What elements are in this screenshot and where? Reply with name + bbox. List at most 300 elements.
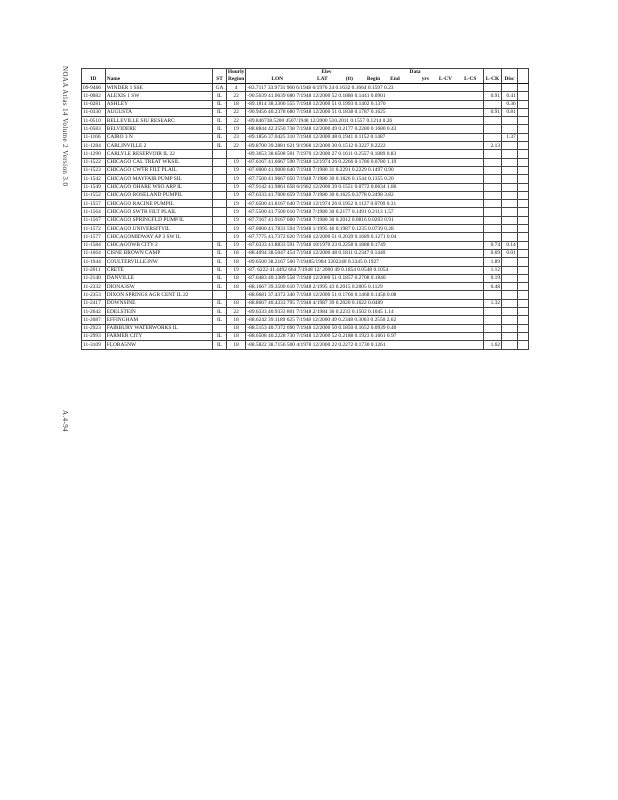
header-lat: LAT <box>317 76 328 83</box>
cell-lck <box>483 125 501 133</box>
cell-name: CHICAGO CWTR FILT PLAIL <box>105 166 212 174</box>
cell-lck: 1.12 <box>483 266 501 274</box>
cell-st <box>213 158 227 166</box>
cell-lck: 1.89 <box>483 258 501 266</box>
cell-region: 19 <box>226 175 245 183</box>
table-row <box>82 225 529 233</box>
header-hourly: Hourly <box>227 69 245 76</box>
cell-data: -87.6483 40.1389 558 7/1948 12/2000 51 0.1857 0.2708 0.1846 <box>246 274 483 282</box>
cell-id: 11-1166 <box>82 133 106 141</box>
cell-id: 11-2353 <box>82 291 106 299</box>
cell-lck <box>483 117 501 125</box>
cell-empty <box>517 125 528 133</box>
cell-name: CISNE BROWN CAMP <box>105 249 212 257</box>
cell-lck: 0.91 <box>483 92 501 100</box>
table-row <box>82 175 529 183</box>
cell-disc <box>502 208 518 216</box>
cell-empty <box>517 92 528 100</box>
cell-name: CHICAGO OHARE WSO ARP IL <box>105 183 212 191</box>
cell-disc <box>502 324 518 332</box>
cell-data: -87.7167 41.9167 600 7/1948 7/1980 30 0.2012 0.0816 0.0203 0.91 <box>246 216 483 224</box>
cell-region: 22 <box>226 142 245 150</box>
cell-lck: 0.19 <box>483 274 501 282</box>
table-row <box>82 241 529 249</box>
cell-id: 11-1944 <box>82 258 106 266</box>
cell-disc <box>502 283 518 291</box>
cell-data: -88.6681 37.4372 340 7/1948 12/2000 51 0.1766 0.1468 0.1458 0.08 <box>246 291 483 299</box>
cell-name: BELVIDERE <box>105 125 212 133</box>
cell-region: 19 <box>226 208 245 216</box>
table-row <box>82 283 529 291</box>
cell-st: IL <box>213 108 227 116</box>
cell-st <box>213 175 227 183</box>
cell-region: 18 <box>226 274 245 282</box>
cell-empty <box>517 208 528 216</box>
cell-empty <box>517 233 528 241</box>
cell-disc <box>502 84 518 92</box>
cell-empty <box>517 308 528 316</box>
cell-data: -87.6167 41.6667 590 7/1948 12/1974 26 0.2266 0.1786 0.0780 1.19 <box>246 158 483 166</box>
cell-empty <box>517 216 528 224</box>
cell-lck <box>483 191 501 199</box>
cell-id: 11-1522 <box>82 158 106 166</box>
cell-st <box>213 291 227 299</box>
cell-id: 11-1577 <box>82 233 106 241</box>
cell-data: -88.6242 39.1189 625 7/1948 12/2000 49 0.2348 0.3063 0.2550 2.62 <box>246 316 483 324</box>
cell-disc <box>502 274 518 282</box>
cell-st: IL <box>213 117 227 125</box>
cell-region: 22 <box>226 92 245 100</box>
cell-st <box>213 216 227 224</box>
cell-st <box>213 324 227 332</box>
cell-data: -88.5822 38.7156 500 4/1978 12/2000 22 0.2272 0.1730 0.1261 <box>246 341 483 349</box>
cell-region: 19 <box>226 166 245 174</box>
header-region: Region <box>228 76 245 83</box>
cell-region: 23 <box>226 133 245 141</box>
cell-st: IL <box>213 258 227 266</box>
cell-data: -87.7775 41.7372 620 7/1948 12/2000 51 0.2039 0.1689 0.1271 0.04 <box>246 233 483 241</box>
cell-st: IL <box>213 125 227 133</box>
cell-name: EFFINGHAM <box>105 316 212 324</box>
cell-data: -87.6000 41.7833 594 7/1948 1/1995 46 0.1987 0.1235 0.0739 0.28 <box>246 225 483 233</box>
cell-id: 11-1557 <box>82 200 106 208</box>
cell-lck <box>483 291 501 299</box>
cell-data: -89.3653 38.6508 501 7/1970 12/2000 27 0.1611 0.2557 0.1889 0.83 <box>246 150 483 158</box>
header-data-group <box>246 69 483 77</box>
cell-region: 19 <box>226 191 245 199</box>
cell-empty <box>517 200 528 208</box>
header-lcv: L-CV <box>438 76 453 83</box>
cell-name: CARLYLE RESERVOIR IL 22 <box>105 150 212 158</box>
header-disc: Disc <box>502 76 518 84</box>
cell-lck <box>483 216 501 224</box>
cell-st <box>213 208 227 216</box>
cell-lck: 0.91 <box>483 108 501 116</box>
table-row <box>82 100 529 108</box>
cell-disc <box>502 266 518 274</box>
cell-disc <box>502 142 518 150</box>
cell-disc: 1.37 <box>502 133 518 141</box>
cell-st: IL <box>213 308 227 316</box>
cell-region: 22 <box>226 108 245 116</box>
header-name: Name <box>105 76 212 84</box>
cell-st: IL <box>213 100 227 108</box>
cell-name: DIONA3SW <box>105 283 212 291</box>
cell-region: 19 <box>226 125 245 133</box>
cell-id: 11-1572 <box>82 225 106 233</box>
table-row <box>82 249 529 257</box>
table-body <box>82 84 529 350</box>
cell-data: -87.6500 41.8167 640 7/1948 12/1974 26 0.1952 0.1127 0.0709 0.31 <box>246 200 483 208</box>
cell-st: IL <box>213 299 227 307</box>
cell-empty <box>517 183 528 191</box>
cell-lck <box>483 233 501 241</box>
cell-disc <box>502 316 518 324</box>
cell-name: CHICAGO SPRINGFLD PUMP IL <box>105 216 212 224</box>
table-row <box>82 84 529 92</box>
cell-st: IL <box>213 316 227 324</box>
cell-disc <box>502 158 518 166</box>
cell-id: 11-3109 <box>82 341 106 349</box>
table-row <box>82 108 529 116</box>
cell-name: COULTERVILLE3NW <box>105 258 212 266</box>
cell-region: 19 <box>226 241 245 249</box>
header-begin: Begin <box>366 76 381 83</box>
cell-id: 11-0583 <box>82 125 106 133</box>
table-row <box>82 183 529 191</box>
cell-lck: 0.69 <box>483 249 501 257</box>
cell-empty <box>517 283 528 291</box>
table-row <box>82 299 529 307</box>
table-row <box>82 158 529 166</box>
cell-region <box>226 150 245 158</box>
cell-region: 19 <box>226 266 245 274</box>
cell-disc <box>502 183 518 191</box>
cell-data: -87.6333 41.7000 659 7/1948 7/1980 30 0.1625 0.3778 0.2498 3.82 <box>246 191 483 199</box>
cell-disc <box>502 233 518 241</box>
table-row <box>82 258 529 266</box>
cell-name: ALEXIS 1 SW <box>105 92 212 100</box>
header-data-columns <box>246 76 483 84</box>
cell-empty <box>517 291 528 299</box>
cell-region: 18 <box>226 324 245 332</box>
cell-data: -87. 6222 41.4492 664 7/1948 12/ 2000 49 0.1854 0.0548 0.1054 <box>246 266 483 274</box>
cell-id: 11-2923 <box>82 324 106 332</box>
cell-empty <box>517 316 528 324</box>
cell-region: 19 <box>226 200 245 208</box>
cell-st <box>213 191 227 199</box>
cell-name: CHICAGO MAYFAIR PUMP SIL <box>105 175 212 183</box>
cell-disc: 0.14 <box>502 241 518 249</box>
header-lck: L-CK <box>483 76 501 84</box>
cell-disc <box>502 308 518 316</box>
cell-data: -89.6500 38.2167 500 7/19485/1984 3202240 0.3345 0.1927 <box>246 258 483 266</box>
header-elev: Elev <box>321 69 332 76</box>
cell-name: DANVILLE <box>105 274 212 282</box>
cell-name: FARMER CITY <box>105 332 212 340</box>
cell-lck: 1.32 <box>483 299 501 307</box>
cell-id: 11-0281 <box>82 100 106 108</box>
cell-st <box>213 183 227 191</box>
cell-data: -88.5153 40.7372 690 7/1948 12/2000 50 0.1850 0.1652 0.0939 0.40 <box>246 324 483 332</box>
cell-empty <box>517 117 528 125</box>
cell-region: 18 <box>226 316 245 324</box>
table-row <box>82 125 529 133</box>
cell-name: CHICAGO ROSELAND PUMPIL <box>105 191 212 199</box>
cell-empty <box>517 341 528 349</box>
cell-id: 11-1584 <box>82 241 106 249</box>
cell-region: 22 <box>226 117 245 125</box>
cell-id: 11-1542 <box>82 175 106 183</box>
cell-lck <box>483 332 501 340</box>
cell-name: CHICAGO RACINE PUMPIL <box>105 200 212 208</box>
cell-id: 11-0510 <box>82 117 106 125</box>
cell-empty <box>517 175 528 183</box>
cell-lck <box>483 200 501 208</box>
table-row <box>82 291 529 299</box>
cell-name: FAIRBURY WATERWORKS IL <box>105 324 212 332</box>
cell-empty <box>517 258 528 266</box>
table-row <box>82 166 529 174</box>
cell-name: CHICAGO CAL TREAT WKSIL <box>105 158 212 166</box>
cell-id: 11-1290 <box>82 150 106 158</box>
cell-data: -88.1667 39.3500 610 7/1948 2/1995 43 0.2015 0.2005 0.1129 <box>246 283 483 291</box>
cell-lck: 0.74 <box>483 241 501 249</box>
cell-lck <box>483 100 501 108</box>
cell-name: FLORA5NW <box>105 341 212 349</box>
cell-name: CARLINVILLE 2 <box>105 142 212 150</box>
cell-data: -88.8844 42.2550 738 7/1948 12/2000 49 0.2177 0.2280 0.1680 0.43 <box>246 125 483 133</box>
cell-id: 11-0330 <box>82 108 106 116</box>
cell-disc: 0.36 <box>502 100 518 108</box>
cell-data: -87.6000 41.9000 640 7/1948 7/1980 31 0.2291 0.2229 0.1497 0.90 <box>246 166 483 174</box>
cell-disc <box>502 225 518 233</box>
station-statistics-table <box>81 68 529 350</box>
cell-id: 11-1664 <box>82 249 106 257</box>
cell-st <box>213 225 227 233</box>
cell-lck <box>483 84 501 92</box>
cell-disc <box>502 125 518 133</box>
cell-region: 18 <box>226 258 245 266</box>
cell-id: 11-1552 <box>82 191 106 199</box>
cell-st <box>213 200 227 208</box>
cell-st <box>213 150 227 158</box>
cell-region: 4 <box>226 84 245 92</box>
cell-lck <box>483 225 501 233</box>
header-lcs: L-CS <box>464 76 477 83</box>
table-row <box>82 117 529 125</box>
cell-st: IL <box>213 332 227 340</box>
cell-id: 11-2011 <box>82 266 106 274</box>
table-row <box>82 200 529 208</box>
cell-id: 11-1284 <box>82 142 106 150</box>
cell-lck <box>483 324 501 332</box>
cell-name: AUGUSTA <box>105 108 212 116</box>
cell-disc <box>502 200 518 208</box>
cell-id: 11-2687 <box>82 316 106 324</box>
side-header: NOAA Atlas 14 Volume 2 Version 3.0 <box>61 66 69 187</box>
cell-disc <box>502 291 518 299</box>
table-row <box>82 266 529 274</box>
table-row <box>82 316 529 324</box>
page-number: A.4-94 <box>61 410 69 433</box>
cell-lck: 2.13 <box>483 142 501 150</box>
cell-name: CHICAGOMIDWAY AP 3 SW IL <box>105 233 212 241</box>
cell-region: 19 <box>226 183 245 191</box>
cell-data: -88.8667 40.4333 795 7/1948 4/1987 39 0.2020 0.1622 0.0489 <box>246 299 483 307</box>
cell-data: -89.846738.5200 4507/1948 12/2000 510.2011 0.1557 0.1214 0.26 <box>246 117 483 125</box>
cell-id: 09-9466 <box>82 84 106 92</box>
table-row <box>82 324 529 332</box>
cell-id: 11-1523 <box>82 166 106 174</box>
header-id: ID <box>82 76 106 84</box>
cell-name: CHICAGOWB CITY 2 <box>105 241 212 249</box>
cell-data: -88.6508 40.2228 730 7/1948 12/2000 52 0.2188 0.1923 0.1661 0.97 <box>246 332 483 340</box>
cell-empty <box>517 84 528 92</box>
cell-name: CHICAGO UNIVERSITYIL <box>105 225 212 233</box>
cell-region: 19 <box>226 216 245 224</box>
cell-data: -89.1856 37.0425 310 7/1948 12/2000 48 0.1941 0.1152 0.1487 <box>246 133 483 141</box>
cell-region: 18 <box>226 299 245 307</box>
cell-disc <box>502 117 518 125</box>
cell-disc <box>502 175 518 183</box>
cell-empty <box>517 100 528 108</box>
header-data: Data <box>409 69 421 76</box>
cell-lck <box>483 150 501 158</box>
cell-name: ASHLEY <box>105 100 212 108</box>
cell-st <box>213 166 227 174</box>
table-header <box>82 69 529 84</box>
header-lon: LON <box>271 76 284 83</box>
cell-name: CAIRO 3 N <box>105 133 212 141</box>
cell-lck <box>483 316 501 324</box>
cell-lck <box>483 183 501 191</box>
cell-empty <box>517 150 528 158</box>
cell-name: CRETE <box>105 266 212 274</box>
cell-empty <box>517 249 528 257</box>
cell-st: IL <box>213 249 227 257</box>
table-row <box>82 216 529 224</box>
cell-data: -87.9142 41.9861 658 6/1962 12/2000 39 0.1551 0.0772 0.0634 1.86 <box>246 183 483 191</box>
table-row <box>82 150 529 158</box>
cell-disc <box>502 191 518 199</box>
cell-disc <box>502 150 518 158</box>
cell-region: 19 <box>226 225 245 233</box>
header-row-2 <box>82 76 529 84</box>
cell-name: WINDER 1 SSE <box>105 84 212 92</box>
cell-empty <box>517 266 528 274</box>
cell-empty <box>517 133 528 141</box>
cell-st: IL <box>213 133 227 141</box>
cell-region: 19 <box>226 233 245 241</box>
cell-st <box>213 233 227 241</box>
cell-id: 11-2417 <box>82 299 106 307</box>
table-row <box>82 332 529 340</box>
cell-disc <box>502 258 518 266</box>
table-row <box>82 274 529 282</box>
cell-st: IL <box>213 283 227 291</box>
cell-id: 11-2140 <box>82 274 106 282</box>
cell-disc <box>502 341 518 349</box>
cell-region: 18 <box>226 341 245 349</box>
cell-data: -89.6333 40.9333 801 7/1948 2/1984 36 0.2233 0.1502 0.1045 1.14 <box>246 308 483 316</box>
cell-empty <box>517 332 528 340</box>
cell-region: 18 <box>226 100 245 108</box>
cell-name: EDELSTEIN <box>105 308 212 316</box>
cell-st: IL <box>213 274 227 282</box>
cell-data: -87.5500 41.7500 610 7/1948 7/1980 30 0.2177 0.1491 0.2113 1.57 <box>246 208 483 216</box>
cell-data: -83.7117 33.9731 960 6/1948 6/1976 24 0.1632 0.1664 0.1597 0.23 <box>246 84 483 92</box>
cell-empty <box>517 191 528 199</box>
cell-region: 18 <box>226 283 245 291</box>
cell-disc <box>502 299 518 307</box>
table-row <box>82 191 529 199</box>
cell-id: 11-1564 <box>82 208 106 216</box>
header-end: End <box>390 76 400 83</box>
cell-disc <box>502 166 518 174</box>
cell-name: DIXON SPRINGS AGR CENT IL 22 <box>105 291 212 299</box>
cell-st: IL <box>213 266 227 274</box>
cell-empty <box>517 166 528 174</box>
table-row <box>82 308 529 316</box>
cell-disc <box>502 332 518 340</box>
cell-empty <box>517 241 528 249</box>
cell-name: CHICAGO SWTR FILT PLAIL <box>105 208 212 216</box>
cell-data: -89.8700 39.2881 621 9/1968 12/2000 30 0.1512 0.3227 0.2222 <box>246 142 483 150</box>
cell-st: IL <box>213 92 227 100</box>
cell-region: 19 <box>226 158 245 166</box>
cell-disc: 0.01 <box>502 249 518 257</box>
cell-empty <box>517 274 528 282</box>
cell-lck <box>483 166 501 174</box>
table-row <box>82 142 529 150</box>
cell-name: BELLEVILLE SIU RESEARC <box>105 117 212 125</box>
cell-data: -90.5639 41.0639 680 7/1948 12/2000 52 0.1880 0.1441 0.0901 <box>246 92 483 100</box>
table-row <box>82 208 529 216</box>
cell-id: 11-1549 <box>82 183 106 191</box>
cell-empty <box>517 299 528 307</box>
cell-name: DOWNSINE <box>105 299 212 307</box>
cell-disc: 0.41 <box>502 92 518 100</box>
cell-lck <box>483 158 501 166</box>
cell-empty <box>517 324 528 332</box>
cell-st: IL <box>213 341 227 349</box>
cell-st: IL <box>213 241 227 249</box>
header-ft: (ft) <box>345 76 353 83</box>
cell-id: 11-1567 <box>82 216 106 224</box>
cell-data: -90.9456 40.2378 680 7/1948 12/2000 51 0.1838 0.1787 0.1625 <box>246 108 483 116</box>
cell-lck: 0.48 <box>483 283 501 291</box>
cell-lck <box>483 208 501 216</box>
cell-data: -89.1814 38.3306 555 7/1948 12/2000 51 0.1993 0.1402 0.1370 <box>246 100 483 108</box>
cell-id: 11-2993 <box>82 332 106 340</box>
header-yrs: yrs <box>421 76 429 83</box>
cell-empty <box>517 108 528 116</box>
cell-lck <box>483 308 501 316</box>
cell-id: 11-0082 <box>82 92 106 100</box>
cell-data: -87.6333 41.8833 591 7/1948 10/1970 23 0.2258 0.1888 0.1749 <box>246 241 483 249</box>
cell-disc <box>502 216 518 224</box>
cell-id: 11-2642 <box>82 308 106 316</box>
cell-data: -88.4094 38.5047 454 7/1948 12/2000 48 0.1811 0.2347 0.1440 <box>246 249 483 257</box>
cell-region: 18 <box>226 332 245 340</box>
table-row <box>82 92 529 100</box>
cell-lck: 1.62 <box>483 341 501 349</box>
cell-region: 18 <box>226 249 245 257</box>
cell-lck <box>483 133 501 141</box>
cell-id: 11-2332 <box>82 283 106 291</box>
cell-empty <box>517 225 528 233</box>
